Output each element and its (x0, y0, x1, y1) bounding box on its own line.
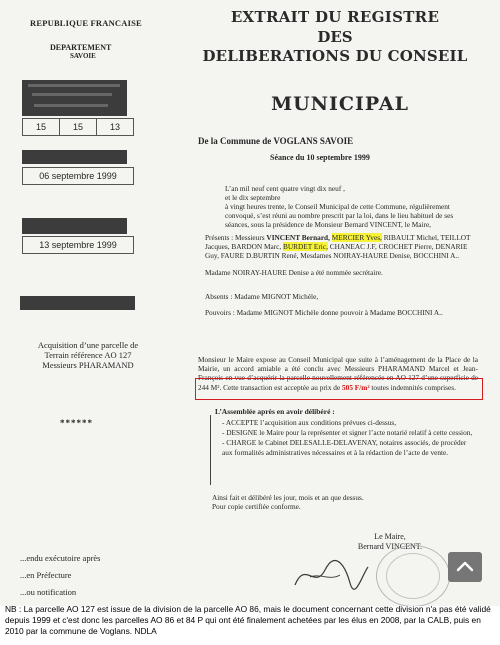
presents-vincent: VINCENT Bernard, (266, 233, 330, 242)
intro-line: et le dix septembre (225, 193, 281, 202)
redacted-label-bar (22, 218, 127, 234)
seance-date: Séance du 10 septembre 1999 (270, 153, 370, 162)
votes-cell: 15 (60, 119, 97, 135)
intro-paragraph (225, 184, 470, 229)
decision-item: - ACCEPTE l’acquisition aux conditions prévues ci-dessus, (222, 418, 397, 427)
redacted-line (28, 84, 120, 87)
date-convocation: 06 septembre 1999 (22, 167, 134, 185)
redacted-line (34, 104, 108, 107)
assemblee-heading: L’Assemblée après en avoir délibéré : (215, 407, 335, 416)
secretaire-line: Madame NOIRAY-HAURE Denise a été nommée secrétaire. (205, 268, 383, 277)
title-municipal: MUNICIPAL (271, 93, 409, 115)
maire-name: Bernard VINCENT. (357, 542, 423, 551)
objet-line: Acquisition d’une parcelle de (37, 340, 139, 350)
objet-line: Messieurs PHARAMAND (42, 360, 134, 370)
redacted-line (32, 93, 112, 96)
exec-line: ...en Préfecture (20, 570, 72, 580)
votes-table (22, 118, 134, 136)
closing-line: Pour copie certifiée conforme. (212, 502, 301, 511)
intro-text: à vingt heures trente, le Conseil Municipal de cette Commune, régulièrement convoqué, s’est réuni au nombre prescrit par la loi, dans le lieu habituel de ses séances, sous la présidence de Monsieur Bernard VINCENT, le Maire, (225, 202, 454, 229)
footnote-caption: NB : La parcelle AO 127 est issue de la division de la parcelle AO 86, mais le document concernant cette division n'a pas été validé depuis 1999 et c'est donc les parcelles AO 86 et 84 P qui ont été finalement achetées par les élus en 2008, par la CALB, puis en 2010 par la commune de Voglans. NDLA (5, 604, 491, 636)
scroll-to-top-button[interactable] (448, 552, 482, 582)
handwritten-signature (290, 555, 370, 595)
redacted-label-bar (20, 296, 135, 310)
closing-paragraph (212, 493, 452, 511)
main-text-1: Monsieur le Maire expose au Conseil Municipal que suite à l’aménagement de la Place de la Mairie, un accord amiable a été conclu avec Messieurs PHARAMAND Marcel et Jean-François en vue d’acquérir la parcelle (198, 355, 478, 383)
executoire-block (20, 550, 130, 601)
redacted-label-bar (22, 150, 127, 164)
exec-line: ...ou notification (20, 587, 77, 597)
margin-line (210, 415, 211, 485)
price-value: 505 F/m² (342, 382, 370, 392)
commune-heading: De la Commune de VOGLANS SAVOIE (198, 136, 354, 146)
official-stamp-inner (386, 553, 440, 599)
stars-separator: ****** (60, 418, 93, 428)
closing-line: Ainsi fait et délibéré les jour, mois et an que dessus. (212, 493, 364, 502)
main-text-2: nouvellement référencée en AO 127 d’une superficie de 244 M². Cette transaction est acceptée au prix de (198, 373, 478, 392)
intro-line: L’an mil neuf cent quatre vingt dix neuf , (225, 184, 345, 193)
main-text-3: toutes indemnités comprises. (371, 382, 456, 392)
maire-title: Le Maire, (374, 532, 406, 541)
departement-label: DEPARTEMENT (50, 43, 112, 52)
votes-cell: 15 (23, 119, 60, 135)
date-affichage: 13 septembre 1999 (22, 236, 134, 254)
decision-item: - DESIGNE le Maire pour la représenter et signer l’acte notarié relatif à cette cession, (222, 428, 473, 438)
title-line-1: EXTRAIT DU REGISTRE (230, 8, 440, 26)
republique-label: REPUBLIQUE FRANCAISE (30, 18, 142, 28)
decision-item: - CHARGE le Cabinet DELESALLE-DELAVENAY, notaires associés, de procéder aux formalités administratives nécessaires et à la rédaction de l’acte de vente. (222, 438, 467, 457)
pouvoirs-line: Pouvoirs : Madame MIGNOT Michèle donne pouvoir à Madame BOCCHINI A.. (205, 308, 443, 317)
exec-line: ...endu exécutoire après (20, 553, 101, 563)
title-line-3: DELIBERATIONS DU CONSEIL (202, 47, 468, 65)
savoie-label: SAVOIE (70, 52, 96, 60)
absents-line: Absents : Madame MIGNOT Michèle, (205, 292, 319, 301)
presents-rest: CHANEAC J.F, CROCHET Pierre, DENARIE Guy, FAURE D.BURTIN René, Mesdames NOIRAY-HAURE Denise, BOCCHINI A.. (205, 242, 468, 260)
title-line-2: DES (317, 28, 353, 46)
objet-line: Terrain référence AO 127 (44, 350, 132, 360)
chevron-up-icon (456, 560, 474, 572)
red-highlight-box (195, 378, 483, 400)
highlight-mercier: MERCIER Yves, (331, 233, 382, 242)
votes-cell: 13 (109, 122, 120, 132)
presents-mid: RIBAULT Michel, TEILLOT Jacques, BARDON Marc, (205, 233, 471, 251)
decision-list (222, 418, 477, 458)
presents-label: Présents : Messieurs (205, 233, 265, 242)
objet-block (28, 340, 148, 370)
highlight-burdet: BURDET Eric, (283, 242, 328, 251)
presents-paragraph (205, 233, 475, 260)
